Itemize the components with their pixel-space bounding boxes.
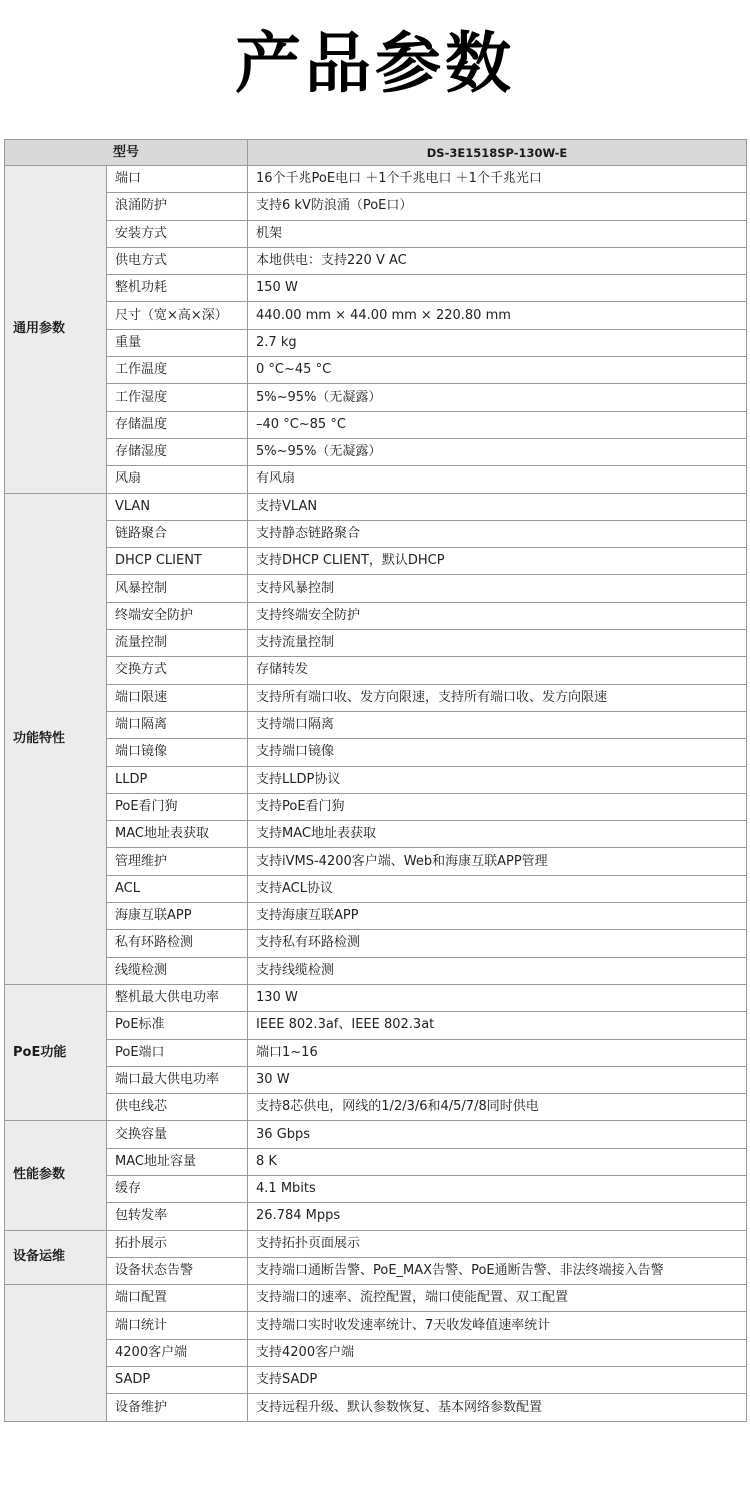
spec-row [5, 1312, 747, 1339]
param-name: 管理维护 [107, 848, 248, 875]
category-cell [5, 1285, 107, 1421]
param-name: 工作湿度 [107, 384, 248, 411]
param-value: 8 K [248, 1148, 747, 1175]
spec-row [5, 684, 747, 711]
spec-row [5, 1039, 747, 1066]
param-value: 有风扇 [248, 466, 747, 493]
param-name: 整机功耗 [107, 275, 248, 302]
param-name: 端口统计 [107, 1312, 248, 1339]
param-name: LLDP [107, 766, 248, 793]
spec-row [5, 848, 747, 875]
param-name: 拓扑展示 [107, 1230, 248, 1257]
spec-row [5, 1148, 747, 1175]
spec-row [5, 1394, 747, 1421]
category-cell: 通用参数 [5, 166, 107, 494]
model-label: 型号 [5, 140, 248, 166]
param-name: 交换容量 [107, 1121, 248, 1148]
param-name: 安装方式 [107, 220, 248, 247]
param-name: 供电方式 [107, 247, 248, 274]
param-value: 支持拓扑页面展示 [248, 1230, 747, 1257]
param-name: MAC地址表获取 [107, 821, 248, 848]
param-name: 风扇 [107, 466, 248, 493]
param-value: 支持海康互联APP [248, 903, 747, 930]
param-value: 本地供电：支持220 V AC [248, 247, 747, 274]
spec-row [5, 1367, 747, 1394]
spec-row [5, 520, 747, 547]
spec-row [5, 575, 747, 602]
param-value: 30 W [248, 1066, 747, 1093]
param-name: 缓存 [107, 1175, 248, 1202]
param-value: 130 W [248, 984, 747, 1011]
spec-row [5, 711, 747, 738]
param-value: 机架 [248, 220, 747, 247]
param-name: 链路聚合 [107, 520, 248, 547]
param-name: VLAN [107, 493, 248, 520]
param-name: 供电线芯 [107, 1094, 248, 1121]
param-value: 支持风暴控制 [248, 575, 747, 602]
param-name: 端口隔离 [107, 711, 248, 738]
spec-row [5, 984, 747, 1011]
spec-row [5, 875, 747, 902]
param-name: 整机最大供电功率 [107, 984, 248, 1011]
param-value: 支持静态链路聚合 [248, 520, 747, 547]
param-value: 440.00 mm × 44.00 mm × 220.80 mm [248, 302, 747, 329]
spec-row [5, 411, 747, 438]
spec-row [5, 1285, 747, 1312]
spec-row [5, 548, 747, 575]
param-name: 端口限速 [107, 684, 248, 711]
param-value: 支持终端安全防护 [248, 602, 747, 629]
param-name: 包转发率 [107, 1203, 248, 1230]
param-value: 支持流量控制 [248, 630, 747, 657]
param-value: 支持LLDP协议 [248, 766, 747, 793]
param-value: 支持端口实时收发速率统计、7天收发峰值速率统计 [248, 1312, 747, 1339]
spec-row [5, 1094, 747, 1121]
spec-row [5, 275, 747, 302]
param-name: 线缆检测 [107, 957, 248, 984]
param-value: 支持4200客户端 [248, 1339, 747, 1366]
param-value: 支持所有端口收、发方向限速，支持所有端口收、发方向限速 [248, 684, 747, 711]
spec-table-body [5, 140, 747, 1422]
category-cell: 功能特性 [5, 493, 107, 984]
spec-row [5, 1175, 747, 1202]
spec-row [5, 357, 747, 384]
param-name: SADP [107, 1367, 248, 1394]
spec-row [5, 957, 747, 984]
param-name: 交换方式 [107, 657, 248, 684]
param-name: 端口配置 [107, 1285, 248, 1312]
category-cell: 设备运维 [5, 1230, 107, 1285]
spec-row [5, 821, 747, 848]
param-value: 支持端口的速率、流控配置，端口使能配置、双工配置 [248, 1285, 747, 1312]
category-cell: 性能参数 [5, 1121, 107, 1230]
param-name: 海康互联APP [107, 903, 248, 930]
spec-row [5, 1257, 747, 1284]
spec-row [5, 930, 747, 957]
param-name: 浪涌防护 [107, 193, 248, 220]
param-value: 端口1~16 [248, 1039, 747, 1066]
param-name: 4200客户端 [107, 1339, 248, 1366]
spec-row [5, 493, 747, 520]
param-name: 私有环路检测 [107, 930, 248, 957]
param-value: 支持8芯供电，网线的1/2/3/6和4/5/7/8同时供电 [248, 1094, 747, 1121]
spec-row [5, 793, 747, 820]
spec-row [5, 302, 747, 329]
param-name: DHCP CLIENT [107, 548, 248, 575]
param-value: 支持端口隔离 [248, 711, 747, 738]
spec-row [5, 1203, 747, 1230]
spec-table [4, 139, 747, 1422]
spec-row [5, 1339, 747, 1366]
param-value: 支持DHCP CLIENT，默认DHCP [248, 548, 747, 575]
param-name: PoE标准 [107, 1012, 248, 1039]
param-name: 流量控制 [107, 630, 248, 657]
param-name: PoE端口 [107, 1039, 248, 1066]
spec-row [5, 1012, 747, 1039]
param-value: 0 °C~45 °C [248, 357, 747, 384]
spec-row [5, 384, 747, 411]
spec-row [5, 466, 747, 493]
param-name: 存储湿度 [107, 438, 248, 465]
spec-row [5, 220, 747, 247]
category-cell: PoE功能 [5, 984, 107, 1120]
spec-row [5, 329, 747, 356]
param-value: 支持ACL协议 [248, 875, 747, 902]
page-title: 产品参数 [235, 25, 515, 102]
param-name: 工作温度 [107, 357, 248, 384]
spec-row [5, 247, 747, 274]
param-name: 端口 [107, 166, 248, 193]
param-name: 终端安全防护 [107, 602, 248, 629]
spec-row [5, 1066, 747, 1093]
param-name: 设备维护 [107, 1394, 248, 1421]
spec-row [5, 657, 747, 684]
param-name: 端口最大供电功率 [107, 1066, 248, 1093]
param-value: 150 W [248, 275, 747, 302]
param-value: 支持SADP [248, 1367, 747, 1394]
param-name: 存储温度 [107, 411, 248, 438]
param-value: 支持iVMS-4200客户端、Web和海康互联APP管理 [248, 848, 747, 875]
spec-row [5, 602, 747, 629]
spec-row [5, 630, 747, 657]
param-value: 支持PoE看门狗 [248, 793, 747, 820]
param-value: 支持端口通断告警、PoE_MAX告警、PoE通断告警、非法终端接入告警 [248, 1257, 747, 1284]
model-value: DS-3E1518SP-130W-E [248, 140, 747, 166]
param-value: 2.7 kg [248, 329, 747, 356]
param-value: 16个千兆PoE电口 ＋1个千兆电口 ＋1个千兆光口 [248, 166, 747, 193]
spec-row [5, 1230, 747, 1257]
param-name: 尺寸（宽×高×深） [107, 302, 248, 329]
param-name: ACL [107, 875, 248, 902]
spec-row [5, 166, 747, 193]
param-value: 5%~95%（无凝露） [248, 438, 747, 465]
spec-row [5, 903, 747, 930]
spec-row [5, 1121, 747, 1148]
param-value: 支持VLAN [248, 493, 747, 520]
param-name: 设备状态告警 [107, 1257, 248, 1284]
param-name: PoE看门狗 [107, 793, 248, 820]
spec-row [5, 739, 747, 766]
model-row [5, 140, 747, 166]
param-name: 风暴控制 [107, 575, 248, 602]
spec-row [5, 438, 747, 465]
param-value: 支持远程升级、默认参数恢复、基本网络参数配置 [248, 1394, 747, 1421]
param-value: 36 Gbps [248, 1121, 747, 1148]
param-value: 4.1 Mbits [248, 1175, 747, 1202]
param-name: 端口镜像 [107, 739, 248, 766]
param-value: IEEE 802.3af、IEEE 802.3at [248, 1012, 747, 1039]
param-name: MAC地址容量 [107, 1148, 248, 1175]
param-value: 5%~95%（无凝露） [248, 384, 747, 411]
spec-row [5, 766, 747, 793]
param-value: –40 °C~85 °C [248, 411, 747, 438]
param-value: 存储转发 [248, 657, 747, 684]
param-value: 支持端口镜像 [248, 739, 747, 766]
param-value: 支持MAC地址表获取 [248, 821, 747, 848]
spec-row [5, 193, 747, 220]
param-value: 支持线缆检测 [248, 957, 747, 984]
param-name: 重量 [107, 329, 248, 356]
param-value: 支持私有环路检测 [248, 930, 747, 957]
param-value: 支持6 kV防浪涌（PoE口） [248, 193, 747, 220]
param-value: 26.784 Mpps [248, 1203, 747, 1230]
